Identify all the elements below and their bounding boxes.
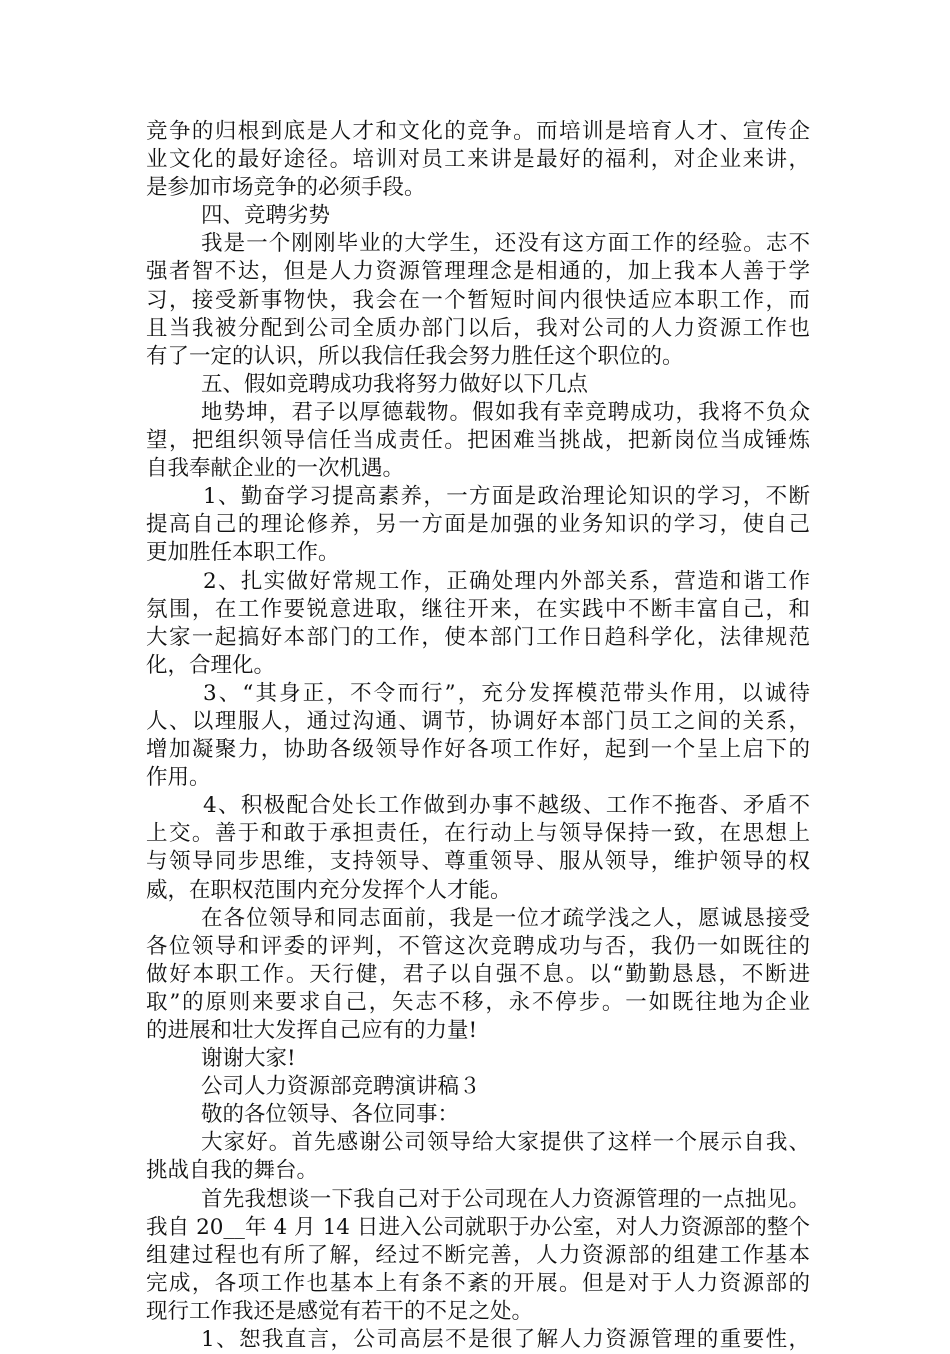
text-line: 现行工作我还是感觉有若干的不足之处。 (146, 1298, 534, 1324)
text-line: 氛围，在工作要锐意进取，继往开来，在实践中不断丰富自己，和 (146, 596, 810, 622)
text-line: 更加胜任本职工作。 (146, 540, 340, 566)
text-line: 1、勤奋学习提高素养，一方面是政治理论知识的学习，不断 (203, 484, 810, 510)
text-line: 敬的各位领导、各位同事： (201, 1102, 460, 1128)
text-line: 1、恕我直言，公司高层不是很了解人力资源管理的重要性， (201, 1327, 810, 1353)
text-line: 自我奉献企业的一次机遇。 (146, 456, 405, 482)
text-line: 挑战自我的舞台。 (146, 1158, 319, 1184)
text-line: 公司人力资源部竞聘演讲稿３ (201, 1074, 481, 1100)
text-line: 组建过程也有所了解，经过不断完善，人力资源部的组建工作基本 (146, 1242, 810, 1268)
text-line: 望，把组织领导信任当成责任。把困难当挑战，把新岗位当成锤炼 (146, 428, 810, 454)
document-page (146, 118, 810, 1354)
text-line: 竞争的归根到底是人才和文化的竞争。而培训是培育人才、宣传企 (146, 119, 810, 144)
text-line: 谢谢大家! (201, 1046, 296, 1072)
text-line: 且当我被分配到公司全质办部门以后，我对公司的人力资源工作也 (146, 315, 810, 341)
text-line: 习，接受新事物快，我会在一个暂短时间内很快适应本职工作，而 (146, 287, 810, 313)
text-line: 四、竞聘劣势 (201, 203, 331, 229)
text-line: 业文化的最好途径。培训对员工来讲是最好的福利，对企业来讲， (146, 147, 810, 173)
text-line: 强者智不达，但是人力资源管理理念是相通的，加上我本人善于学 (146, 259, 810, 285)
text-line: 化，合理化。 (146, 652, 276, 678)
text-line: 我自 20__年 4 月 14 日进入公司就职于办公室，对人力资源部的整个 (146, 1214, 810, 1240)
text-line: 我是一个刚刚毕业的大学生，还没有这方面工作的经验。志不 (201, 231, 810, 257)
text-line: 的进展和壮大发挥自己应有的力量! (146, 1018, 478, 1043)
text-line: 做好本职工作。天行健，君子以自强不息。以“勤勤恳恳，不断进 (146, 961, 810, 987)
text-line: 人、以理服人，通过沟通、调节，协调好本部门员工之间的关系， (146, 708, 810, 734)
text-line: 提高自己的理论修养，另一方面是加强的业务知识的学习，使自己 (146, 512, 810, 538)
text-line: 增加凝聚力，协助各级领导作好各项工作好，起到一个呈上启下的 (146, 737, 810, 763)
text-line: 大家一起搞好本部门的工作，使本部门工作日趋科学化，法律规范 (146, 624, 810, 650)
text-line: 2、扎实做好常规工作，正确处理内外部关系，营造和谐工作 (203, 568, 810, 594)
text-line: 五、假如竞聘成功我将努力做好以下几点 (201, 371, 589, 397)
text-line: 大家好。首先感谢公司领导给大家提供了这样一个展示自我、 (201, 1130, 810, 1156)
text-line: 各位领导和评委的评判，不管这次竞聘成功与否，我仍一如既往的 (146, 933, 810, 959)
text-line: 是参加市场竞争的必须手段。 (146, 175, 426, 201)
text-line: 4、积极配合处长工作做到办事不越级、工作不拖沓、矛盾不 (203, 793, 810, 819)
text-line: 完成，各项工作也基本上有条不紊的开展。但是对于人力资源部的 (146, 1270, 810, 1296)
text-line: 有了一定的认识，所以我信任我会努力胜任这个职位的。 (146, 343, 684, 369)
text-line: 3、“其身正，不令而行”，充分发挥模范带头作用，以诚待 (203, 680, 810, 706)
text-line: 与领导同步思维，支持领导、尊重领导、服从领导，维护领导的权 (146, 849, 810, 875)
text-line: 地势坤，君子以厚德载物。假如我有幸竞聘成功，我将不负众 (201, 399, 810, 425)
text-line: 首先我想谈一下我自己对于公司现在人力资源管理的一点拙见。 (201, 1186, 810, 1212)
text-line: 取”的原则来要求自己，矢志不移，永不停步。一如既往地为企业 (146, 989, 810, 1015)
text-line: 上交。善于和敢于承担责任，在行动上与领导保持一致，在思想上 (146, 821, 810, 847)
text-line: 在各位领导和同志面前，我是一位才疏学浅之人，愿诚恳接受 (201, 905, 810, 931)
text-line: 威，在职权范围内充分发挥个人才能。 (146, 877, 512, 903)
text-line: 作用。 (146, 765, 211, 791)
